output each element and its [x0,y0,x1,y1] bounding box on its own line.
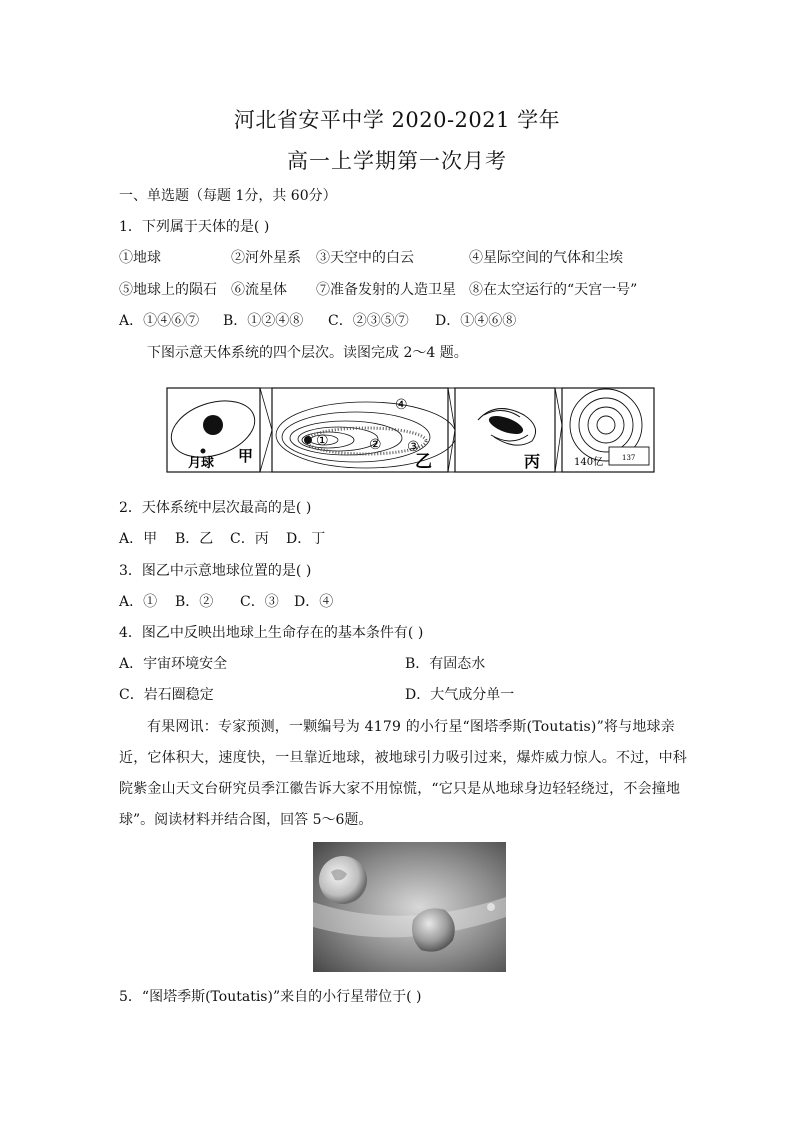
q4-option-b: B．有固态水 [405,656,486,672]
q4-option-c: C．岩石圈稳定 [119,687,214,703]
label-box: 137 [622,454,636,462]
q2-option-a: A．甲 [119,531,158,547]
section-heading: 一、单选题（每题 1分，共 60分） [119,188,337,204]
label-moon: 月球 [188,456,215,471]
q1-item-6: ⑥流星体 [231,282,287,298]
earth-dot [203,415,223,435]
q4-option-a: A．宇宙环境安全 [119,656,228,672]
passage-line-1: 有果网讯：专家预测，一颗编号为 4179 的小行星“图塔季斯(Toutatis)”将与地球亲 [147,719,675,735]
q3-option-a: A．① [119,594,158,610]
asteroid-earth-photo [313,842,506,972]
q1-item-4: ④星际空间的气体和尘埃 [469,250,623,266]
q1-item-3: ③天空中的白云 [316,250,414,266]
q1-item-1: ①地球 [119,250,161,266]
q3-stem: 3．图乙中示意地球位置的是( ) [119,563,312,579]
q3-option-b: B．② [175,594,214,610]
q2-option-c: C．丙 [230,531,269,547]
q1-stem: 1．下列属于天体的是( ) [119,219,270,235]
label-n3: ③ [407,439,420,455]
title-line-2: 高一上学期第一次月考 [287,149,507,173]
label-ly: 140亿 [574,457,604,468]
label-n2: ② [369,437,382,453]
celestial-system-figure [166,385,656,475]
label-n4: ④ [395,397,408,413]
q3-option-d: D．④ [294,594,334,610]
q2-option-b: B．乙 [175,531,214,547]
title-line-1: 河北省安平中学 2020-2021 学年 [233,108,561,132]
q1-item-2: ②河外星系 [231,250,301,266]
q1-item-5: ⑤地球上的陨石 [119,282,217,298]
label-bing: 丙 [524,452,541,471]
label-jia: 甲 [238,447,254,465]
q1-option-a: A．①④⑥⑦ [119,313,200,329]
q4-option-d: D．大气成分单一 [405,687,515,703]
q1-option-c: C．②③⑤⑦ [328,313,409,329]
intro-2-4: 下图示意天体系统的四个层次。读图完成 2～4 题。 [147,345,468,361]
passage-line-3: 院紫金山天文台研究员季江徽告诉大家不用惊慌，“它只是从地球身边轻轻绕过，不会撞地 [119,781,681,797]
q1-item-8: ⑧在太空运行的“天宫一号” [469,282,638,298]
label-yi: 乙 [415,452,432,472]
q4-stem: 4．图乙中反映出地球上生命存在的基本条件有( ) [119,625,424,641]
passage-line-2: 近，它体积大，速度快，一旦靠近地球，被地球引力吸引过来，爆炸威力惊人。不过，中科 [119,750,687,766]
passage-line-4: 球”。阅读材料并结合图，回答 5～6题。 [119,812,373,828]
moon-dot [201,449,206,454]
earth-image [319,856,367,904]
q1-item-7: ⑦准备发射的人造卫星 [316,282,456,298]
q2-option-d: D．丁 [286,531,326,547]
q1-option-d: D．①④⑥⑧ [435,313,517,329]
q2-stem: 2．天体系统中层次最高的是( ) [119,500,312,516]
q1-option-b: B．①②④⑧ [223,313,304,329]
q5-stem: 5．“图塔季斯(Toutatis)”来自的小行星带位于( ) [119,989,422,1005]
q3-option-c: C．③ [240,594,279,610]
label-n1: ① [316,433,329,449]
